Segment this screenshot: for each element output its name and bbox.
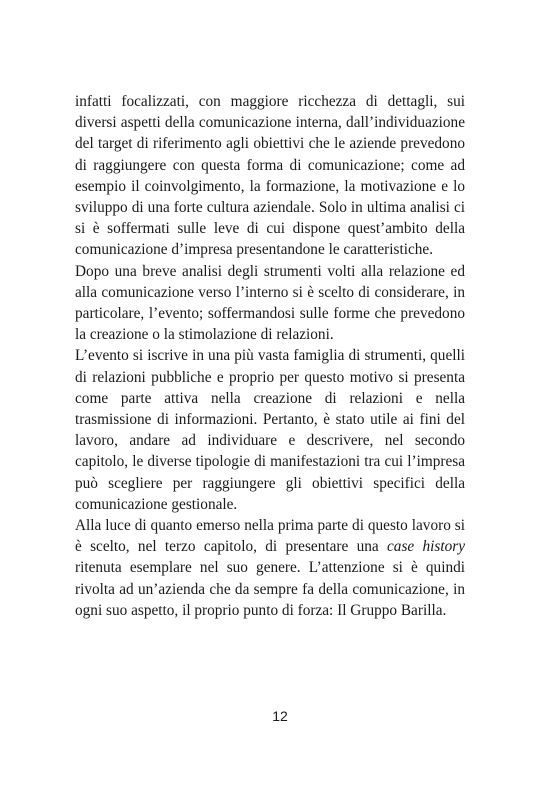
- paragraph-text: Alla luce di quanto emerso nella prima parte di questo lavoro si è scelto, nel terzo capitolo, di presentare una: [75, 517, 465, 556]
- page-number: 12: [272, 708, 288, 724]
- paragraph-text: Dopo una breve analisi degli strumenti volti alla relazione ed alla comunicazione verso l’interno si è scelto di considerare, in particolare, l’evento; soffermandosi sulle forme che prevedono la creazione o la stimolazione di relazioni.: [75, 262, 465, 344]
- paragraph: [75, 515, 465, 621]
- paragraph-text: L’evento si iscrive in una più vasta famiglia di strumenti, quelli di relazioni pubbliche e proprio per questo motivo si presenta come parte attiva nella creazione di relazioni e nella trasmissione di informazioni. Pertanto, è stato utile ai fini del lavoro, andare ad individuare e descrivere, nel secondo capitolo, le diverse tipologie di manifestazioni tra cui l’impresa può scegliere per raggiungere gli obiettivi specifici della comunicazione gestionale.: [75, 347, 465, 513]
- body-text: [75, 91, 465, 621]
- paragraph: [75, 261, 465, 346]
- paragraph-text: infatti focalizzati, con maggiore ricchezza di dettagli, sui diversi aspetti della comunicazione interna, dall’individuazione del target di riferimento agli obiettivi che le aziende prevedono di raggiungere con questa forma di comunicazione; come ad esempio il coinvolgimento, la formazione, la motivazione e lo sviluppo di una forte cultura aziendale. Solo in ultima analisi ci si è soffermati sulle leve di cui dispone quest’ambito della comunicazione d’impresa presentandone le caratteristiche.: [75, 93, 465, 259]
- paragraph: [75, 345, 465, 515]
- paragraph-text: ritenuta esemplare nel suo genere. L’attenzione si è quindi rivolta ad un’azienda che da sempre fa della comunicazione, in ogni suo aspetto, il proprio punto di forza: Il Gruppo Barilla.: [75, 559, 465, 619]
- italic-term: case history: [387, 538, 466, 556]
- paragraph: [75, 91, 465, 261]
